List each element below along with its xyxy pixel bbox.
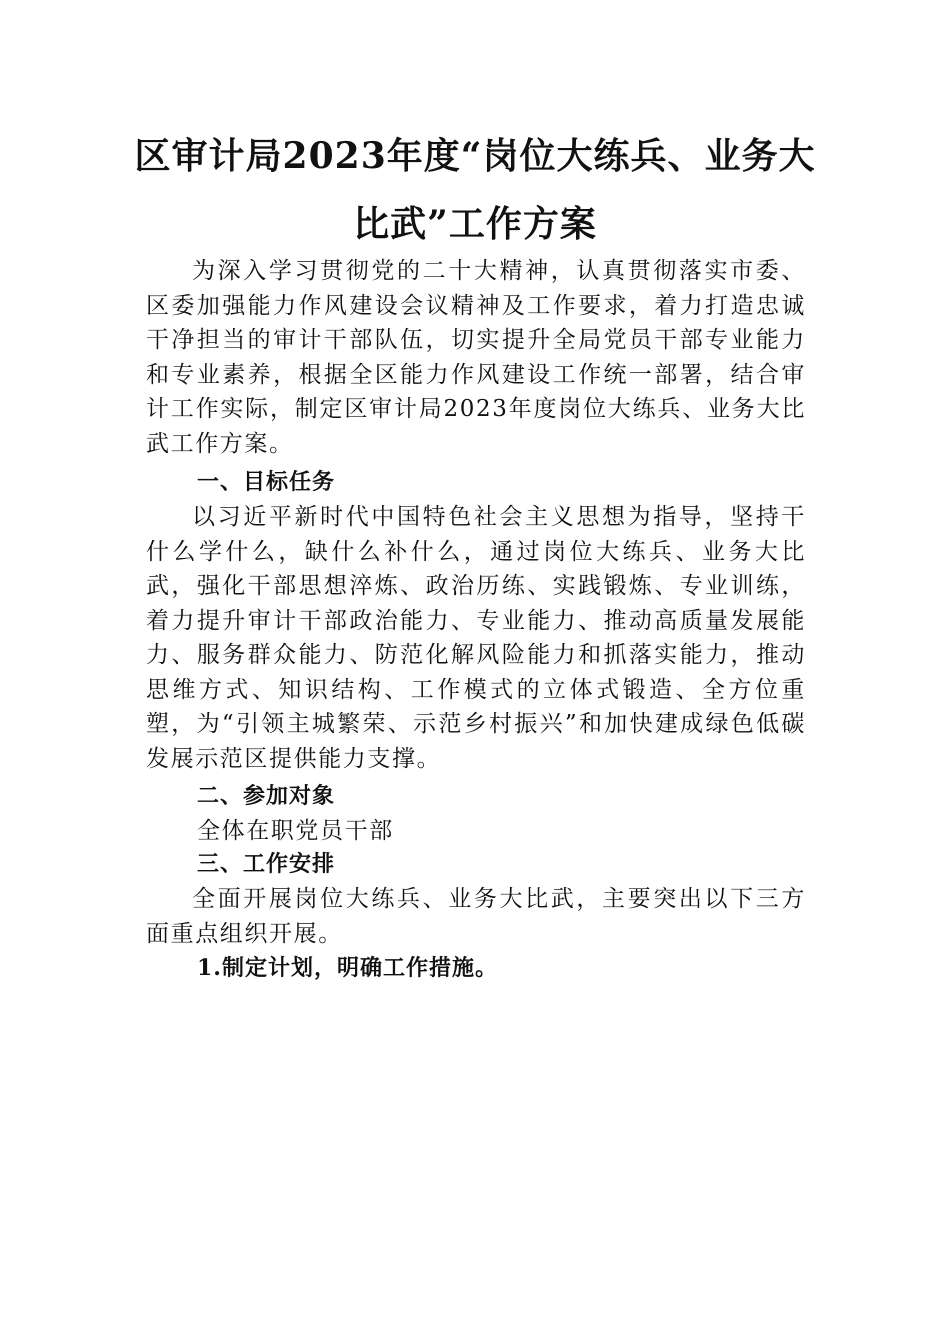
arrangement-paragraph: 全面开展岗位大练兵、业务大比武，主要突出以下三方面重点组织开展。 [146,886,806,947]
item-heading-plan: 1.制定计划，明确工作措施。 [197,955,498,981]
section-heading-goals: 一、目标任务 [197,470,336,495]
section-heading-arrangement: 三、工作安排 [197,852,336,877]
participants-text: 全体在职党员干部 [197,818,394,844]
section-heading-participants: 二、参加对象 [197,784,336,809]
document-title-line-2: 比武”工作方案 [353,203,597,245]
document-title-line-1: 区审计局2023年度“岗位大练兵、业务大 [134,135,816,177]
goals-paragraph: 以习近平新时代中国特色社会主义思想为指导，坚持干什么学什么，缺什么补什么，通过岗位大练兵、业务大比武，强化干部思想淬炼、政治历练、实践锻炼、专业训练，着力提升审计干部政治能力、专业能力、推动高质量发展能力、服务群众能力、防范化解风险能力和抓落实能力，推动思维方式、知识结构、工作模式的立体式锻造、全方位重塑，为“引领主城繁荣、示范乡村振兴”和加快建成绿色低碳发展示范区提供能力支撑。 [146,504,806,772]
intro-paragraph: 为深入学习贯彻党的二十大精神，认真贯彻落实市委、区委加强能力作风建设会议精神及工作要求，着力打造忠诚干净担当的审计干部队伍，切实提升全局党员干部专业能力和专业素养，根据全区能力作风建设工作统一部署，结合审计工作实际，制定区审计局2023年度岗位大练兵、业务大比武工作方案。 [146,258,806,457]
